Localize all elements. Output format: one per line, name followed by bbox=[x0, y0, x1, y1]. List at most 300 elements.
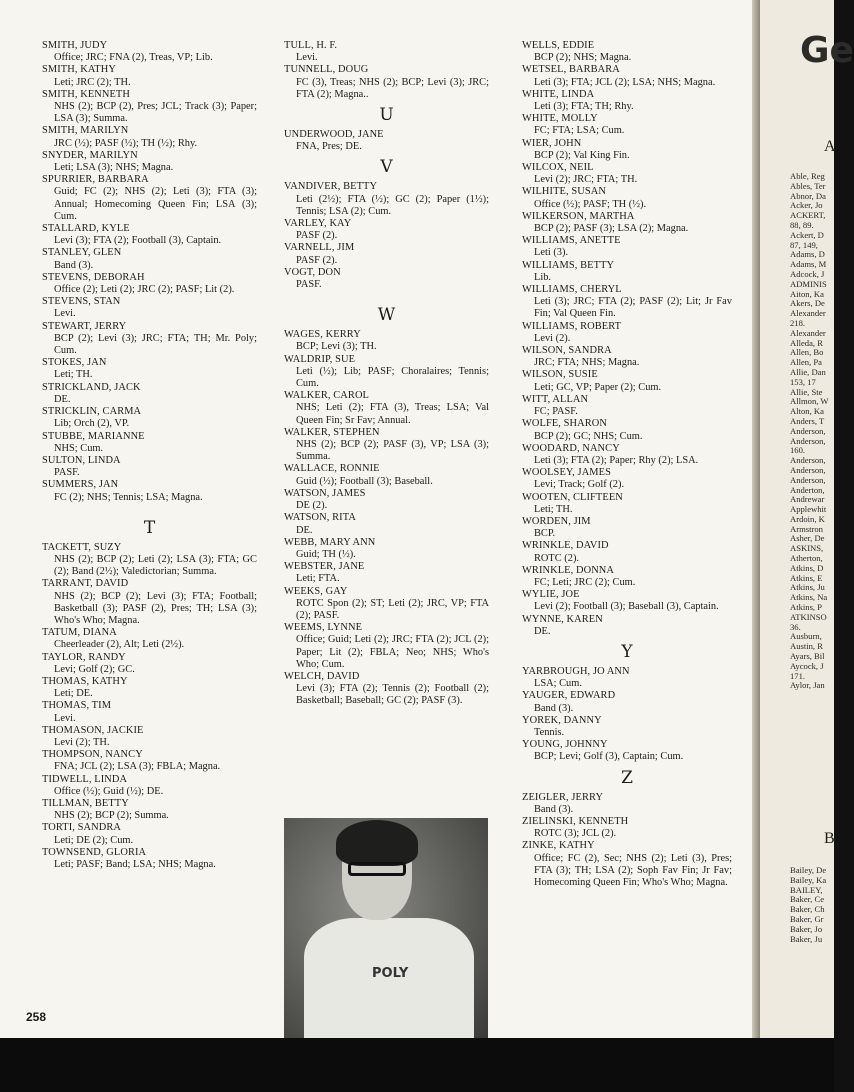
index-entry bbox=[42, 652, 257, 676]
facing-page-entry: Ausburn, bbox=[790, 631, 822, 642]
facing-page-entry: Anders, T bbox=[790, 415, 825, 426]
facing-page-entry: Bailey, Ka bbox=[790, 874, 827, 885]
student-name: WATSON, JAMES bbox=[284, 487, 366, 499]
student-name: SPURRIER, BARBARA bbox=[42, 174, 149, 186]
student-activities: Office (½); PASF; TH (½). bbox=[534, 198, 647, 210]
student-activities: Leti; FTA. bbox=[296, 573, 340, 585]
student-name: WELCH, DAVID bbox=[284, 670, 360, 682]
index-entry bbox=[522, 467, 732, 491]
facing-page-entry: ACKERT, bbox=[790, 210, 826, 221]
facing-page-letter-a: A bbox=[824, 138, 836, 155]
student-activities: NHS (2); BCP (2); Summa. bbox=[54, 810, 169, 822]
index-entry bbox=[42, 627, 257, 651]
index-entry bbox=[522, 138, 732, 162]
student-name: WAGES, KERRY bbox=[284, 329, 361, 341]
facing-page-entry: Austin, R bbox=[790, 641, 823, 652]
book-spine bbox=[752, 0, 760, 1040]
index-entry bbox=[522, 394, 732, 418]
facing-page-entry: Baker, Ju bbox=[790, 933, 823, 944]
student-name: YAUGER, EDWARD bbox=[522, 690, 616, 702]
student-name: TIDWELL, LINDA bbox=[42, 773, 128, 785]
student-activities: Leti (3). bbox=[534, 247, 569, 259]
student-name: WOOLSEY, JAMES bbox=[522, 467, 611, 479]
student-activities: Levi. bbox=[54, 308, 76, 320]
index-entry bbox=[522, 89, 732, 113]
index-entry bbox=[284, 129, 489, 153]
index-entry bbox=[42, 798, 257, 822]
index-entry bbox=[522, 715, 732, 739]
student-name: STUBBE, MARIANNE bbox=[42, 430, 145, 442]
student-activities: BCP; Levi; Golf (3), Captain; Cum. bbox=[534, 751, 684, 763]
student-activities: BCP (2); Levi (3); JRC; FTA; TH; Mr. Poly; Cum. bbox=[54, 332, 257, 357]
student-name: YARBROUGH, JO ANN bbox=[522, 665, 630, 677]
index-entry bbox=[42, 64, 257, 88]
facing-page-entry: Adams, D bbox=[790, 249, 825, 260]
index-entry bbox=[284, 390, 489, 427]
page-number: 258 bbox=[26, 1010, 47, 1024]
index-entry bbox=[522, 345, 732, 369]
student-name: YOREK, DANNY bbox=[522, 714, 602, 726]
student-name: TAYLOR, RANDY bbox=[42, 651, 126, 663]
facing-page-entry: 88, 89. bbox=[790, 219, 814, 230]
facing-page-entry: Anderson, bbox=[790, 425, 826, 436]
index-entry bbox=[42, 479, 257, 503]
student-name: UNDERWOOD, JANE bbox=[284, 129, 384, 141]
index-entry bbox=[42, 272, 257, 296]
student-name: WOLFE, SHARON bbox=[522, 418, 608, 430]
facing-page-entry: 153, 17 bbox=[790, 376, 816, 387]
student-name: WILLIAMS, ANETTE bbox=[522, 235, 621, 247]
index-entry bbox=[42, 725, 257, 749]
index-entry bbox=[42, 749, 257, 773]
student-name: WHITE, LINDA bbox=[522, 88, 595, 100]
student-name: VOGT, DON bbox=[284, 266, 341, 278]
student-activities: BCP; Levi (3); TH. bbox=[296, 341, 377, 353]
student-activities: Levi (2); Football (3); Baseball (3), Captain. bbox=[534, 601, 719, 613]
student-name: WELLS, EDDIE bbox=[522, 40, 595, 51]
index-entry bbox=[522, 113, 732, 137]
student-name: ZEIGLER, JERRY bbox=[522, 791, 604, 803]
student-name: TORTI, SANDRA bbox=[42, 822, 121, 834]
student-activities: Leti; DE (2); Cum. bbox=[54, 834, 134, 846]
student-name: WALKER, STEPHEN bbox=[284, 426, 380, 438]
index-entry bbox=[284, 242, 489, 266]
facing-page-entry: Alleda, R bbox=[790, 337, 823, 348]
student-activities: NHS; Leti (2); FTA (3), Treas; LSA; Val Queen Fin; Sr Fav; Annual. bbox=[296, 402, 489, 426]
student-name: WEEKS, GAY bbox=[284, 585, 348, 597]
index-entry bbox=[42, 542, 257, 579]
student-name: WILHITE, SUSAN bbox=[522, 186, 606, 198]
index-entry bbox=[522, 516, 732, 540]
student-activities: NHS; Cum. bbox=[54, 442, 104, 454]
index-entry bbox=[522, 284, 732, 321]
student-name: WOODARD, NANCY bbox=[522, 442, 620, 454]
student-activities: Levi; Track; Golf (2). bbox=[534, 479, 625, 491]
index-column-3 bbox=[522, 40, 732, 889]
facing-page-entry: Anderson, bbox=[790, 435, 826, 446]
photo-glasses bbox=[348, 862, 406, 876]
photo-shirt-text: POLY bbox=[372, 966, 409, 981]
index-entry bbox=[522, 666, 732, 690]
facing-page-entry: ATKINSO bbox=[790, 611, 827, 622]
index-entry bbox=[522, 739, 732, 763]
student-name: TOWNSEND, GLORIA bbox=[42, 846, 147, 858]
student-name: STOKES, JAN bbox=[42, 357, 107, 369]
index-entry bbox=[522, 64, 732, 88]
index-entry bbox=[42, 357, 257, 381]
student-name: WITT, ALLAN bbox=[522, 393, 589, 405]
facing-page-entry: 171. bbox=[790, 670, 806, 681]
facing-page-entry: Applewhit bbox=[790, 504, 827, 515]
facing-page-entry: Atkins, Na bbox=[790, 592, 828, 603]
facing-page-entry: Ables, Ter bbox=[790, 180, 826, 191]
student-name: WEEMS, LYNNE bbox=[284, 622, 363, 634]
student-name: WOOTEN, CLIFTEEN bbox=[522, 491, 623, 503]
student-name: THOMASON, JACKIE bbox=[42, 724, 144, 736]
student-name: SNYDER, MARILYN bbox=[42, 149, 138, 161]
facing-page-entry: Baker, Ch bbox=[790, 904, 825, 915]
student-name: SMITH, MARILYN bbox=[42, 125, 129, 137]
facing-page-entry: 36. bbox=[790, 621, 801, 632]
student-name: WYLIE, JOE bbox=[522, 589, 580, 601]
facing-page-entry: Anderton, bbox=[790, 484, 825, 495]
index-entry bbox=[284, 561, 489, 585]
student-name: WHITE, MOLLY bbox=[522, 113, 598, 125]
student-activities: NHS (2); BCP (2), Pres; JCL; Track (3); Paper; LSA (3); Summa. bbox=[54, 101, 257, 125]
facing-page-entry: Adams, M bbox=[790, 259, 827, 270]
section-letter: W bbox=[377, 305, 396, 326]
student-activities: Band (3). bbox=[54, 259, 94, 271]
student-name: WRINKLE, DAVID bbox=[522, 540, 609, 552]
section-letter: T bbox=[143, 517, 156, 538]
student-name: WILSON, SUSIE bbox=[522, 369, 598, 381]
index-entry bbox=[42, 406, 257, 430]
student-name: SMITH, KENNETH bbox=[42, 88, 130, 100]
student-name: SMITH, KATHY bbox=[42, 64, 116, 76]
student-name: STEVENS, DEBORAH bbox=[42, 271, 145, 283]
student-name: WATSON, RITA bbox=[284, 512, 356, 524]
facing-page-entry: Alexander bbox=[790, 308, 826, 319]
index-entry bbox=[522, 540, 732, 564]
index-entry bbox=[284, 181, 489, 218]
student-name: WILKERSON, MARTHA bbox=[522, 210, 635, 222]
student-activities: Office (2); Leti (2); JRC (2); PASF; Lit (2). bbox=[54, 284, 235, 296]
section-letter: Z bbox=[621, 767, 633, 788]
student-activities: DE (2). bbox=[296, 500, 328, 512]
facing-page-entry: Baker, Ce bbox=[790, 894, 825, 905]
student-name: STALLARD, KYLE bbox=[42, 223, 130, 235]
facing-page-entry: Atkins, P bbox=[790, 602, 822, 613]
student-name: WEBB, MARY ANN bbox=[284, 536, 376, 548]
student-activities: Leti; LSA (3); NHS; Magna. bbox=[54, 162, 174, 174]
index-entry bbox=[42, 125, 257, 149]
index-entry bbox=[42, 700, 257, 724]
student-activities: Office (½); Guid (½); DE. bbox=[54, 785, 164, 797]
index-entry bbox=[284, 671, 489, 708]
student-name: WETSEL, BARBARA bbox=[522, 64, 620, 76]
student-activities: JRC; FTA; NHS; Magna. bbox=[534, 357, 640, 369]
student-name: WILLIAMS, BETTY bbox=[522, 259, 615, 271]
student-name: ZINKE, KATHY bbox=[522, 840, 595, 852]
student-activities: Levi (2); JRC; FTA; TH. bbox=[534, 174, 638, 186]
index-entry bbox=[284, 40, 489, 64]
index-entry bbox=[42, 774, 257, 798]
student-activities: BCP (2); Val King Fin. bbox=[534, 149, 630, 161]
index-entry bbox=[42, 150, 257, 174]
student-activities: DE. bbox=[296, 524, 313, 536]
index-entry bbox=[522, 565, 732, 589]
student-activities: Leti; TH. bbox=[54, 369, 93, 381]
facing-page-entry: Alton, Ka bbox=[790, 406, 824, 417]
student-name: TUNNELL, DOUG bbox=[284, 64, 369, 76]
facing-page-entry: Baker, Jo bbox=[790, 923, 823, 934]
student-activities: Band (3). bbox=[534, 803, 574, 815]
facing-page-entry: Akers, De bbox=[790, 298, 825, 309]
student-name: VARLEY, KAY bbox=[284, 218, 352, 230]
facing-page-entry: Aycock, J bbox=[790, 660, 824, 671]
index-entry bbox=[522, 614, 732, 638]
student-activities: DE. bbox=[54, 393, 71, 405]
student-activities: Leti; DE. bbox=[54, 688, 93, 700]
student-activities: Levi. bbox=[296, 52, 318, 64]
student-activities: PASF (2). bbox=[296, 254, 338, 266]
index-entry bbox=[42, 847, 257, 871]
student-name: THOMAS, TIM bbox=[42, 700, 112, 712]
facing-page-entry: 160. bbox=[790, 445, 806, 456]
index-entry bbox=[522, 418, 732, 442]
index-entry bbox=[42, 174, 257, 223]
facing-page-entry: Anderson, bbox=[790, 464, 826, 475]
student-activities: PASF. bbox=[54, 467, 80, 479]
section-letter: U bbox=[379, 105, 394, 126]
facing-page-entry: Bailey, De bbox=[790, 865, 827, 875]
facing-page-entry: Alexander bbox=[790, 327, 826, 338]
student-name: TARRANT, DAVID bbox=[42, 578, 129, 590]
student-activities: Leti (½); Lib; PASF; Choralaires; Tennis; Cum. bbox=[296, 365, 489, 390]
student-name: TILLMAN, BETTY bbox=[42, 797, 129, 809]
student-name: SULTON, LINDA bbox=[42, 454, 121, 466]
index-entry bbox=[522, 589, 732, 613]
student-activities: Lib; Orch (2), VP. bbox=[54, 418, 130, 430]
student-activities: BCP (2); PASF (3); LSA (2); Magna. bbox=[534, 223, 689, 235]
student-activities: NHS (2); BCP (2); Levi (3); FTA; Football; Basketball (3); PASF (2), Pres; TH; LSA (3); Who's Who; Magna. bbox=[54, 590, 257, 626]
index-entry bbox=[42, 321, 257, 358]
student-activities: Levi (2). bbox=[534, 332, 571, 344]
student-name: ZIELINSKI, KENNETH bbox=[522, 815, 629, 827]
student-activities: FC (3), Treas; NHS (2); BCP; Levi (3); JRC; FTA (2); Magna.. bbox=[296, 76, 489, 100]
index-column-2 bbox=[284, 40, 489, 708]
student-activities: DE. bbox=[534, 625, 551, 637]
student-activities: FC; Leti; JRC (2); Cum. bbox=[534, 576, 636, 588]
student-name: TATUM, DIANA bbox=[42, 627, 117, 639]
index-entry bbox=[284, 537, 489, 561]
facing-page-entry: Ardoin, K bbox=[790, 513, 825, 524]
facing-page-entry: Acker, Jo bbox=[790, 200, 823, 211]
facing-page-entry: Ackert, D bbox=[790, 229, 824, 240]
facing-page-entry: Atherton, bbox=[790, 553, 823, 564]
index-entry bbox=[522, 443, 732, 467]
student-activities: NHS (2); BCP (2); Leti (2); LSA (3); FTA; GC (2); Band (2½); Valedictorian; Summa. bbox=[54, 553, 257, 578]
index-entry bbox=[522, 369, 732, 393]
facing-page-entry: Ayars, Bil bbox=[790, 651, 825, 662]
facing-page-entry: Allen, Pa bbox=[790, 357, 822, 368]
facing-page-entry: Anderson, bbox=[790, 474, 826, 485]
student-name: WILLIAMS, CHERYL bbox=[522, 284, 622, 296]
student-activities: Leti (3); FTA (2); Paper; Rhy (2); LSA. bbox=[534, 454, 699, 466]
index-entry bbox=[522, 792, 732, 816]
facing-page-entry: Adcock, J bbox=[790, 268, 825, 279]
student-name: STEWART, JERRY bbox=[42, 320, 127, 332]
facing-page-entry: 218. bbox=[790, 317, 806, 328]
student-name: WILCOX, NEIL bbox=[522, 162, 594, 174]
facing-page-entry: Abnor, Da bbox=[790, 190, 826, 201]
student-name: WYNNE, KAREN bbox=[522, 613, 603, 625]
student-activities: FNA; JCL (2); LSA (3); FBLA; Magna. bbox=[54, 761, 221, 773]
facing-page-entry: Anderson, bbox=[790, 455, 826, 466]
facing-page-list-b bbox=[790, 866, 826, 944]
student-activities: Office; FC (2), Sec; NHS (2); Leti (3), Pres; FTA (3); TH; LSA (2); Soph Fav Fin; Jr Fav; Homecoming Queen Fin; Who's Who; Magna. bbox=[534, 852, 732, 888]
student-activities: ROTC (3); JCL (2). bbox=[534, 828, 617, 840]
student-activities: Tennis. bbox=[534, 726, 565, 738]
index-entry bbox=[42, 431, 257, 455]
student-name: TULL, H. F. bbox=[284, 40, 338, 51]
student-activities: Guid (½); Football (3); Baseball. bbox=[296, 475, 433, 487]
student-activities: Band (3). bbox=[534, 702, 574, 714]
facing-page-list-a bbox=[790, 172, 829, 691]
index-entry bbox=[284, 427, 489, 464]
student-activities: BCP (2); GC; NHS; Cum. bbox=[534, 430, 643, 442]
student-activities: Guid; TH (½). bbox=[296, 548, 356, 560]
student-activities: FC (2); NHS; Tennis; LSA; Magna. bbox=[54, 491, 203, 503]
student-activities: Cheerleader (2), Alt; Leti (2½). bbox=[54, 639, 185, 651]
student-name: WIER, JOHN bbox=[522, 137, 582, 149]
index-entry bbox=[522, 260, 732, 284]
student-activities: PASF (2). bbox=[296, 230, 338, 242]
student-activities: Leti (2½); FTA (½); GC (2); Paper (1½); Tennis; LSA (2); Cum. bbox=[296, 193, 489, 217]
student-name: WRINKLE, DONNA bbox=[522, 564, 615, 576]
student-activities: NHS (2); BCP (2); PASF (3), VP; LSA (3); Summa. bbox=[296, 439, 489, 463]
index-entry bbox=[522, 690, 732, 714]
index-entry bbox=[284, 622, 489, 671]
student-activities: ROTC Spon (2); ST; Leti (2); JRC, VP; FTA (2); PASF. bbox=[296, 597, 489, 621]
index-entry bbox=[284, 586, 489, 623]
facing-page-entry: Allie, Ste bbox=[790, 386, 823, 397]
photo-hair bbox=[336, 820, 418, 866]
index-entry bbox=[522, 321, 732, 345]
index-entry bbox=[42, 296, 257, 320]
facing-page-entry: Allen, Bo bbox=[790, 347, 824, 358]
facing-page bbox=[760, 0, 854, 1040]
student-activities: Leti (3); FTA; JCL (2); LSA; NHS; Magna. bbox=[534, 76, 716, 88]
student-name: VANDIVER, BETTY bbox=[284, 181, 378, 193]
facing-page-entry: ASKINS, bbox=[790, 543, 824, 554]
index-entry bbox=[522, 816, 732, 840]
student-activities: FC; PASF. bbox=[534, 406, 578, 418]
student-name: SUMMERS, JAN bbox=[42, 479, 119, 491]
student-activities: Office; Guid; Leti (2); JRC; FTA (2); JCL (2); Paper; Lit (2); FBLA; Neo; NHS; Who's Who; Cum. bbox=[296, 634, 489, 670]
index-entry bbox=[522, 211, 732, 235]
student-activities: FC; FTA; LSA; Cum. bbox=[534, 125, 625, 137]
student-name: WILLIAMS, ROBERT bbox=[522, 320, 622, 332]
facing-page-entry: ADMINIS bbox=[790, 278, 827, 289]
index-entry bbox=[284, 329, 489, 353]
facing-page-title: Ge bbox=[800, 30, 854, 71]
index-entry bbox=[522, 492, 732, 516]
student-activities: Lib. bbox=[534, 271, 552, 283]
student-activities: Leti (3); FTA; TH; Rhy. bbox=[534, 101, 634, 113]
facing-page-entry: Allmon, W bbox=[790, 396, 829, 407]
student-activities: Levi. bbox=[54, 712, 76, 724]
index-entry bbox=[42, 578, 257, 627]
student-activities: JRC (½); PASF (½); TH (½); Rhy. bbox=[54, 137, 198, 149]
student-name: WALDRIP, SUE bbox=[284, 353, 356, 365]
student-activities: Leti; JRC (2); TH. bbox=[54, 76, 131, 88]
student-name: YOUNG, JOHNNY bbox=[522, 739, 608, 751]
student-activities: Leti; GC, VP; Paper (2); Cum. bbox=[534, 381, 662, 393]
student-name: STRICKLAND, JACK bbox=[42, 381, 141, 393]
index-entry bbox=[42, 89, 257, 126]
facing-page-entry: Baker, Gr bbox=[790, 913, 824, 924]
index-entry bbox=[284, 267, 489, 291]
index-entry bbox=[42, 382, 257, 406]
facing-page-entry: BAILEY, bbox=[790, 884, 823, 895]
facing-page-letter-b: B bbox=[824, 830, 835, 847]
facing-page-entry: Allie, Dan bbox=[790, 366, 826, 377]
section-letter: V bbox=[380, 157, 393, 178]
student-activities: Office; JRC; FNA (2), Treas, VP; Lib. bbox=[54, 52, 213, 64]
student-activities: Leti; TH. bbox=[534, 503, 573, 515]
index-entry bbox=[284, 64, 489, 101]
index-entry bbox=[284, 512, 489, 536]
index-entry bbox=[42, 40, 257, 64]
student-name: THOMAS, KATHY bbox=[42, 675, 128, 687]
student-name: WORDEN, JIM bbox=[522, 515, 591, 527]
index-entry bbox=[522, 162, 732, 186]
facing-page-entry: Atkins, E bbox=[790, 572, 823, 583]
student-name: WILSON, SANDRA bbox=[522, 345, 612, 357]
index-entry bbox=[284, 488, 489, 512]
facing-page-entry: Atkins, Ju bbox=[790, 582, 825, 593]
facing-page-entry: Able, Reg bbox=[790, 171, 825, 181]
index-entry bbox=[284, 463, 489, 487]
student-name: TACKETT, SUZY bbox=[42, 541, 122, 553]
student-name: WALKER, CAROL bbox=[284, 390, 369, 402]
index-entry bbox=[42, 455, 257, 479]
student-activities: Levi (3); FTA (2); Football (3), Captain. bbox=[54, 235, 222, 247]
index-entry bbox=[522, 840, 732, 889]
facing-page-entry: Aiton, Ka bbox=[790, 288, 824, 299]
index-entry bbox=[284, 354, 489, 391]
student-name: WEBSTER, JANE bbox=[284, 561, 365, 573]
student-activities: ROTC (2). bbox=[534, 552, 580, 564]
facing-page-entry: Asher, De bbox=[790, 533, 825, 544]
index-entry bbox=[522, 186, 732, 210]
student-name: STEVENS, STAN bbox=[42, 296, 121, 308]
section-letter: Y bbox=[621, 641, 633, 662]
index-entry bbox=[42, 676, 257, 700]
student-name: SMITH, JUDY bbox=[42, 40, 108, 51]
facing-page-entry: 87, 149, bbox=[790, 239, 818, 250]
facing-page-entry: Armstron bbox=[790, 523, 823, 534]
index-entry bbox=[42, 247, 257, 271]
index-entry bbox=[522, 40, 732, 64]
student-name: VARNELL, JIM bbox=[284, 242, 355, 254]
student-photo bbox=[284, 818, 488, 1038]
student-activities: Leti; PASF; Band; LSA; NHS; Magna. bbox=[54, 859, 216, 870]
student-name: THOMPSON, NANCY bbox=[42, 749, 143, 761]
student-name: WALLACE, RONNIE bbox=[284, 463, 380, 475]
facing-page-entry: Andrewar bbox=[790, 494, 825, 505]
